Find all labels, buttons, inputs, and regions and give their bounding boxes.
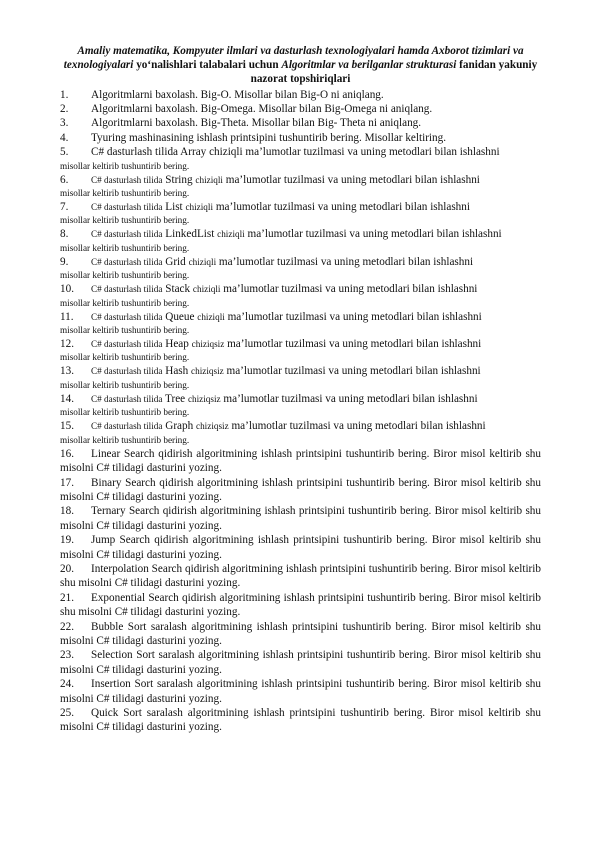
item-structure-name: Heap xyxy=(162,338,192,351)
item-text: ma’lumotlar tuzilmasi va uning metodlari bilan ishlashni xyxy=(244,228,502,241)
title-normal-1: yo‘nalishlari talabalari uchun xyxy=(133,59,282,72)
list-item xyxy=(60,364,541,391)
item-structure-name: String xyxy=(162,173,196,186)
title-normal-2: fanidan yakuniy nazorat topshiriqlari xyxy=(250,59,538,86)
list-item xyxy=(60,677,541,706)
item-text-continuation: misollar keltirib tushuntirib bering. xyxy=(60,215,190,226)
item-number: 20. xyxy=(60,562,74,575)
item-text: Interpolation Search qidirish algoritmining ishlash printsipini tushuntirib bering. Biror misol keltirib shu misolni C# tilidagi dasturini yozing. xyxy=(60,562,541,590)
item-number: 15. xyxy=(60,420,74,433)
item-number: 25. xyxy=(60,707,74,720)
list-item xyxy=(60,533,541,562)
list-item xyxy=(60,145,541,172)
item-text-prefix: C# dasturlash tilida xyxy=(91,339,163,350)
item-text-continuation: misollar keltirib tushuntirib bering. xyxy=(60,352,190,363)
list-item xyxy=(60,200,541,227)
list-item xyxy=(60,131,541,145)
item-text-continuation: misollar keltirib tushuntirib bering. xyxy=(60,242,190,253)
list-item xyxy=(60,102,541,116)
list-item xyxy=(60,282,541,309)
item-text-prefix: C# dasturlash tilida xyxy=(91,284,163,295)
item-text-prefix: C# dasturlash tilida xyxy=(91,174,163,185)
item-text: Ternary Search qidirish algoritmining ishlash printsipini tushuntirib bering. Biror misol keltirib shu misolni C# tilidagi dasturini yozing. xyxy=(60,505,541,532)
item-number: 4. xyxy=(60,131,69,144)
item-text: ma’lumotlar tuzilmasi va uning metodlari bilan ishlashni xyxy=(224,338,482,351)
item-number: 8. xyxy=(60,228,69,241)
list-item xyxy=(60,310,541,337)
item-number: 14. xyxy=(60,392,74,405)
item-number: 7. xyxy=(60,201,69,214)
item-text-continuation: misollar keltirib tushuntirib bering. xyxy=(60,160,190,171)
item-text: Algoritmlarni baxolash. Big-O. Misollar bilan Big-O ni aniqlang. xyxy=(91,88,384,101)
item-text: Tyuring mashinasining ishlash printsipini tushuntirib bering. Misollar keltiring. xyxy=(91,131,447,144)
item-text: Algoritmlarni baxolash. Big-Omega. Misollar bilan Big-Omega ni aniqlang. xyxy=(91,103,433,116)
item-text-continuation: misollar keltirib tushuntirib bering. xyxy=(60,188,190,199)
item-number: 22. xyxy=(60,620,74,633)
item-text-prefix: C# dasturlash tilida xyxy=(91,393,163,404)
document-page xyxy=(60,44,541,735)
item-text: Algoritmlarni baxolash. Big-Theta. Misollar bilan Big- Theta ni aniqlang. xyxy=(91,117,422,130)
item-structure-name: LinkedList xyxy=(162,228,218,241)
item-number: 19. xyxy=(60,534,74,547)
item-text: ma’lumotlar tuzilmasi va uning metodlari bilan ishlashni xyxy=(224,310,482,323)
item-text-continuation: misollar keltirib tushuntirib bering. xyxy=(60,434,190,445)
item-structure-kind: chiziqli xyxy=(195,174,223,185)
item-number: 24. xyxy=(60,678,74,691)
list-item xyxy=(60,392,541,419)
item-text: ma’lumotlar tuzilmasi va uning metodlari bilan ishlashni xyxy=(216,255,474,268)
list-item xyxy=(60,648,541,677)
item-number: 3. xyxy=(60,117,69,130)
item-structure-kind: chiziqsiz xyxy=(191,339,225,350)
item-text: Binary Search qidirish algoritmining ishlash printsipini tushuntirib bering. Biror misol keltirib shu misolni C# tilidagi dasturini yozing. xyxy=(60,476,541,503)
item-number: 12. xyxy=(60,338,74,351)
item-text-continuation: misollar keltirib tushuntirib bering. xyxy=(60,270,190,281)
list-item xyxy=(60,504,541,533)
item-text: ma’lumotlar tuzilmasi va uning metodlari bilan ishlashni xyxy=(223,365,481,378)
item-number: 11. xyxy=(60,310,74,323)
list-item xyxy=(60,620,541,649)
title-italic-1: Amaliy matematika, Kompyuter ilmlari va dasturlash texnologiyalari hamda Axborot tizimlari va texnologiyalari xyxy=(63,45,524,72)
item-structure-name: Hash xyxy=(162,365,192,378)
item-number: 21. xyxy=(60,591,74,604)
item-number: 18. xyxy=(60,505,74,518)
item-text-prefix: C# dasturlash tilida xyxy=(91,366,163,377)
item-text-continuation: misollar keltirib tushuntirib bering. xyxy=(60,297,190,308)
item-structure-name: Stack xyxy=(162,283,193,296)
list-item xyxy=(60,227,541,254)
item-number: 16. xyxy=(60,447,74,460)
item-text: Jump Search qidirish algoritmining ishlash printsipini tushuntirib bering. Biror misol keltirib shu misolni C# tilidagi dasturini yozing. xyxy=(60,534,541,561)
item-number: 23. xyxy=(60,649,74,662)
item-text: Insertion Sort saralash algoritmining ishlash printsipini tushuntirib bering. Biror misol keltirib shu misolni C# tilidagi dasturini yozing. xyxy=(60,678,541,705)
item-text: ma’lumotlar tuzilmasi va uning metodlari bilan ishlashni xyxy=(220,283,478,296)
item-structure-kind: chiziqli xyxy=(217,229,245,240)
item-text: Quick Sort saralash algoritmining ishlash printsipini tushuntirib bering. Biror misol keltirib shu misolni C# tilidagi dasturini yozing. xyxy=(60,707,541,734)
item-structure-kind: chiziqsiz xyxy=(196,421,229,432)
list-item xyxy=(60,419,541,446)
item-text-prefix: C# dasturlash tilida xyxy=(91,256,163,267)
item-structure-name: Grid xyxy=(162,255,189,268)
item-text-prefix: C# dasturlash tilida xyxy=(91,421,163,432)
task-list xyxy=(60,88,541,735)
item-number: 17. xyxy=(60,476,74,489)
item-number: 10. xyxy=(60,283,74,296)
item-structure-kind: chiziqli xyxy=(192,284,221,295)
item-number: 6. xyxy=(60,173,69,186)
item-structure-name: Tree xyxy=(162,392,188,405)
item-structure-kind: chiziqli xyxy=(185,202,214,213)
item-text: ma’lumotlar tuzilmasi va uning metodlari bilan ishlashni xyxy=(228,420,486,433)
item-text-prefix: C# dasturlash tilida xyxy=(91,311,163,322)
list-item xyxy=(60,116,541,130)
item-text: Exponential Search qidirish algoritmining ishlash printsipini tushuntirib bering. Biror misol keltirib shu misolni C# tilidagi dasturini yozing. xyxy=(60,591,541,619)
title-italic-2: Algoritmlar va berilganlar strukturasi xyxy=(281,59,457,72)
list-item xyxy=(60,255,541,282)
item-text: ma’lumotlar tuzilmasi va uning metodlari bilan ishlashni xyxy=(213,201,470,214)
item-text: Bubble Sort saralash algoritmining ishlash printsipini tushuntirib bering. Biror misol keltirib shu misolni C# tilidagi dasturini yozing. xyxy=(60,620,541,647)
item-text: ma’lumotlar tuzilmasi va uning metodlari bilan ishlashni xyxy=(220,392,478,405)
item-text: Linear Search qidirish algoritmining ishlash printsipini tushuntirib bering. Biror misol keltirib shu misolni C# tilidagi dasturini yozing. xyxy=(60,447,541,475)
item-number: 5. xyxy=(60,146,69,159)
item-structure-kind: chiziqli xyxy=(197,311,225,322)
list-item xyxy=(60,706,541,735)
item-number: 2. xyxy=(60,103,69,116)
item-number: 1. xyxy=(60,88,69,101)
item-number: 9. xyxy=(60,255,69,268)
list-item xyxy=(60,447,541,476)
item-text: ma’lumotlar tuzilmasi va uning metodlari bilan ishlashni xyxy=(222,173,480,186)
list-item xyxy=(60,337,541,364)
item-structure-name: Queue xyxy=(162,310,198,323)
item-text-prefix: C# dasturlash tilida xyxy=(91,229,163,240)
item-structure-name: List xyxy=(162,201,186,214)
list-item xyxy=(60,562,541,591)
item-structure-kind: chiziqsiz xyxy=(191,366,224,377)
item-structure-kind: chiziqli xyxy=(188,256,217,267)
item-text: Selection Sort saralash algoritmining ishlash printsipini tushuntirib bering. Biror misol keltirib shu misolni C# tilidagi dasturini yozing. xyxy=(60,649,541,676)
item-text: C# dasturlash tilida Array chiziqli ma’lumotlar tuzilmasi va uning metodlari bilan ishlashni xyxy=(91,146,500,159)
list-item xyxy=(60,476,541,505)
list-item xyxy=(60,173,541,200)
item-structure-kind: chiziqsiz xyxy=(187,393,221,404)
item-number: 13. xyxy=(60,365,74,378)
document-title xyxy=(60,44,541,87)
item-text-continuation: misollar keltirib tushuntirib bering. xyxy=(60,379,190,390)
list-item xyxy=(60,88,541,102)
item-text-continuation: misollar keltirib tushuntirib bering. xyxy=(60,325,190,336)
list-item xyxy=(60,591,541,620)
item-text-prefix: C# dasturlash tilida xyxy=(91,202,163,213)
item-structure-name: Graph xyxy=(162,420,197,433)
item-text-continuation: misollar keltirib tushuntirib bering. xyxy=(60,407,190,418)
